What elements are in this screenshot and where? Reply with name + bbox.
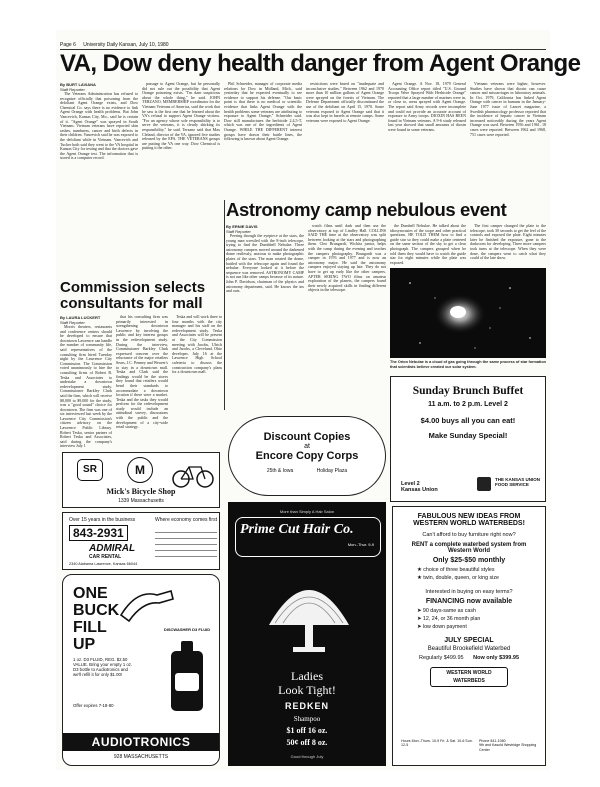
western-world-logo: WESTERN WORLD WATERBEDS	[430, 667, 508, 687]
kansas-union-logo-icon	[477, 477, 491, 491]
bullet-star-icon: ★	[417, 575, 424, 581]
va-column-1	[60, 82, 138, 282]
astronomy-byline: By ERNIE DAVIS	[226, 224, 258, 229]
waterbed-bullet-3: ➤ 90 days-same as cash	[417, 608, 476, 614]
waterbed-phone: Phone 841-1080	[479, 739, 506, 743]
commission-column-3	[172, 315, 222, 445]
admiral-phone: 843-2931	[69, 525, 128, 541]
admiral-tagline-1: Over 15 years in the business	[69, 517, 136, 523]
admiral-car-rental-ad	[62, 512, 220, 570]
up-text: UP	[73, 636, 96, 653]
bicycle-shop-name: Mick's Bicycle Shop	[106, 487, 176, 496]
orion-nebula-photo	[390, 268, 546, 358]
prime-cut-hair-ad	[228, 502, 386, 766]
admiral-tagline-2: Where economy comes first	[155, 517, 217, 523]
union-logo-text-2: FOOD SERVICE	[495, 482, 529, 487]
va-role: Staff Reporter	[60, 87, 85, 92]
commission-role: Staff Reporter	[60, 320, 85, 325]
newspaper-page	[56, 30, 581, 770]
admiral-address: 2340 Alabama Lawrence, Kansas 66044	[69, 562, 138, 566]
m-logo: M	[127, 457, 153, 483]
waterbed-headline-1: FABULOUS NEW IDEAS FROM	[417, 513, 521, 520]
va-text-3: Phil Schneider, manager of corporate media relations for Dow in Midland, Mich., said yesterday that he expected eventually to see evidence to support his defense. "Our basic point is that there is no medical or scientific evidence that links Agent Orange with the health problems some veterans are attributing to exposure to Agent Orange," Schneider said. Dow still manufactures the herbicide 2,4,5-T, which was one of the ingredients of Agent Orange. WHILE THE DIFFERENT interest groups have drawn their battle lines, the following is known about Agent Orange.	[224, 81, 302, 142]
sr-logo: SR	[77, 459, 103, 481]
waterbed-hours: Hours Mon.-Thurs. 10-9 Fri. & Sat. 10-6 Sun. 12-5	[401, 739, 473, 748]
astronomy-column-3	[390, 224, 466, 266]
prime-cut-hours: Mon.-Thur. 9-9	[347, 542, 374, 547]
commission-text-2: that his consulting firm was primarily interested in strengthening downtown Lawrence by involving the public and key interest groups in the redevelopment study. During the interview, Commissioner Barkley Clark expressed concern over the reluctance of the major retailers Sears, J.C. Penney and Weaver's to stay in a downtown mall. Teska and Clark said the findings would be the stores they found that retailers would bend their standards to accommodate a downtown location if there were a market. Teska and the tasks they would perform for the redevelopment study would include an attitudinal survey, discussions with the public and the development of a city-wide retail strategy.	[116, 314, 168, 430]
va-text-1: The Veterans Administration has refused to recognize officially that poisoning from the defoliant Agent Orange exists, and Dow Chemical Co. says there is no evidence to link Agent Orange with health problems. But John Vancevich, Kansas City, Mo., said he is certain of it. "Agent Orange" was sprayed in South Vietnam. Vietnam veterans have reported skin rashes, numbness, cancer and birth defects in their children. Vancevich said he was exposed to the defoliant while in Vietnam. Vancevich and Tucker both said they went to the VA hospital in Kansas City for testing and that the doctors gave the Agent Orange test. The information that is stored is a computer record.	[60, 91, 138, 161]
shampoo-price-2: 50¢ off 8 oz.	[286, 738, 328, 747]
waterbed-bullet-5: ➤ low down payment	[417, 624, 467, 630]
lamp-illustration-icon	[259, 565, 359, 655]
waterbed-bullet-2: ★ twin, double, queen, or king size	[417, 575, 499, 581]
western-world-waterbeds-ad	[392, 506, 546, 766]
astronomy-headline: Astronomy camp nebulous event	[226, 199, 507, 220]
bullet-arrow-icon: ➤	[417, 616, 423, 622]
astronomy-text-1: Peering through the eyepiece at the stars, the young man wrestled with the 8-inch telescope, trying to find the Dumbbell Nebulae. Three astronomy campers moved around the darkened dome restlessly, anxious to make photographic plates of the stars. The man rotated the dome, battled with the telescope again and found the nebulae. Everyone looked at it before the sequence was removed. ASTRONOMY CAMP is not run like other camps because of its nature. John P. Davidson, chairman of the physics and astronomy department, said. He knows the ins and outs.	[226, 233, 304, 294]
va-column-6	[470, 82, 546, 198]
waterbed-bed-name: Beautiful Brookefield Waterbed	[427, 646, 511, 652]
waterbed-address: 9th and Kasold Westridge Shopping Center	[479, 743, 537, 752]
one-text: ONE	[73, 585, 108, 602]
paper-name: University Daily Kansan, July 10, 1980	[83, 42, 169, 48]
va-text-4: restrictions were based on "inadequate and inconclusive studies." Between 1962 and 1970 more than 10 million gallons of Agent Orange were sprayed on the forests of Vietnam. The Defense Department officially discontinued the use of the defoliant on April 15, 1970. Some veterans exposed to Agent Orange said that it was also kept in barrels at remote camps. Some veterans were exposed to Agent Orange.	[306, 81, 384, 123]
union-logo-text: THE KANSAS UNION	[495, 477, 541, 482]
discount-copies-line: Discount Copies	[263, 431, 351, 443]
audiotronics-address: 928 MASSACHUSETTS	[113, 754, 169, 760]
waterbed-monthly-price: Only $25-$50 monthly	[432, 557, 506, 564]
waterbed-question-2: Interested in buying on easy terms?	[425, 589, 513, 595]
va-text-6: Vietnam veterans were higher, however. Studies have shown that dioxin can cause cancer and miscarriages in laboratory animals. In Oct. 1979, California has linked Agent Orange with cancer in humans in the January-June 1977 issue of Lancet magazine, a Swedish pharmacology professor reported that the incidence of hepatic cancer in Vietnam increased noticeably during the years Agent Orange was used. Between 1956 and 1961, 18 cases were reported. Between 1962 and 1968, 751 cases were reported.	[470, 81, 546, 137]
admiral-fine-print	[155, 527, 217, 565]
page-header	[60, 42, 546, 50]
astronomy-text-2: watch films until dark and then use the observatory at top of Lindley Hall. COLLINS SAID THE time at the observatory was split between looking at the stars and photographing them. Cleo Brungardt, Wichita junior, helps with the camp during the evening and teaches the campers photography. Brungardt was a camper in 1976 and 1977 and is now an astronomy major. He said the astronomy campers enjoyed staying up late. They do not have to get up early like the other campers. APTER SEEING TWO films on amateur exploration of the planets, the campers found their newly acquired skills in finding different objects in the telescope.	[308, 223, 386, 293]
micks-bicycle-ad	[62, 452, 220, 508]
waterbed-july-special: JULY SPECIAL	[444, 637, 494, 644]
page-number: Page 6	[60, 42, 76, 48]
redken-logo: REDKEN	[284, 701, 329, 711]
brunch-tagline: Make Sunday Special!	[428, 431, 508, 440]
discount-at: at	[304, 443, 310, 450]
va-column-5	[388, 82, 466, 198]
waterbed-sale-price: Now only $399.95	[473, 655, 520, 661]
brunch-title: Sunday Brunch Buffet	[412, 385, 524, 397]
astronomy-column-4	[470, 224, 546, 266]
prime-cut-name: Prime Cut Hair Co.	[240, 522, 354, 537]
commission-text-3: Teska and will work three to four months with the city manager and his staff on the redevelopment study. Teska and Associates will be present at the City Commission meeting with Jacobs, Ulrich and Jacobs, a Cleveland, Ohio developer, July 16 at the Lawrence High School cafeteria to discuss the construction company's plans for a downtown mall.	[172, 314, 222, 375]
brunch-price: $4.00 buys all you can eat!	[420, 416, 516, 425]
astronomy-role: Staff Reporter	[226, 229, 251, 234]
va-headline: VA, Dow deny health danger from Agent Orange	[60, 50, 581, 77]
waterbed-contact	[479, 739, 543, 752]
look-tight-text: Look Tight!	[278, 683, 336, 697]
encore-copy-corps: Encore Copy Corps	[255, 450, 359, 462]
va-column-3	[224, 82, 302, 198]
prime-cut-banner	[235, 517, 381, 557]
va-column-4	[306, 82, 384, 198]
astronomy-text-4: The first camper changed the plate to the telescope, took 30 seconds to get the feel of the controls and exposed the plate. Eight minutes later he finished the exposure, gone to the darkroom for developing. Three more campers took turns at the telescope. When they were done, the campers went to catch what they could of the late show.	[470, 223, 546, 261]
nebula-core	[450, 306, 466, 318]
va-text-2: passage to Agent Orange, but he personally did not rule out the possibility that Agent Orange poisoning exists. "I'm darn suspicious about the whole thing," he said. JOHN TERZANO, MEMBERSHIP coordinator for the Vietnam Veterans of America, said the work that he saw is the first one that he learned about the VA's refusal to support Agent Orange victims. "For an agency whose sole responsibility is to serve the veterans, it is clearly shirking its responsibility," he said. Terzano said that Max Cleland, director of the VA, ignored five studies released by the EPA. THE VETERANS groups are putting the VA one way. Dow Chemical is putting it the other.	[142, 81, 220, 151]
astronomy-text-3: the Dumbell Nebulae. He talked about the idiosyncrasies of the scope and other practical questions. HE TOLD THEM how to find a guide star so they could make a plate centered on the same section of the sky to get a clear photograph. The campers grouped when he told them they would have to watch the guide star for eight minutes while the plate was exposed.	[390, 223, 466, 265]
commission-headline: Commission selects consultants for mall	[60, 279, 206, 312]
ladies-text: Ladies	[291, 669, 323, 683]
va-text-5: Agent Orange. A Nov. 18, 1979 General Accounting Office report titled "U.S. Ground Troops Were Sprayed With Herbicide Orange" reported that a large number of marines were in, or close to, areas sprayed with Agent Orange. The report said Army records were incomplete and could not provide an accurate account of exposure to Army troops. DIOXIN HAS BEEN found in Vietnam veterans. A 9-6 study released last year showed that small amounts of dioxin were found in some veterans.	[388, 81, 466, 132]
bicycle-icon	[171, 463, 215, 489]
audiotronics-brand: AUDIOTRONICS	[63, 733, 219, 751]
audiotronics-ad	[62, 574, 220, 766]
waterbed-financing: FINANCING now available	[425, 598, 513, 605]
waterbed-bullet-1: ★ choice of three beautiful styles	[417, 567, 495, 573]
commission-column-2	[116, 315, 168, 445]
encore-address: 25th & Iowa	[266, 468, 294, 474]
column-rule	[224, 200, 225, 410]
encore-plaza: Holiday Plaza	[316, 468, 348, 474]
shampoo-text: Shampoo	[293, 715, 321, 723]
one-buck-headline	[73, 585, 119, 653]
va-column-2	[142, 82, 220, 198]
waterbed-rent: RENT a complete waterbed system from Western World	[411, 542, 527, 554]
commission-column-1	[60, 315, 112, 449]
d3-bottle-label: DISCWASHER D3 FLUID	[163, 627, 211, 632]
shampoo-price-1: $1 off 16 oz.	[286, 726, 328, 735]
commission-text-1: Morris theaters, restaurants and conference centers should be developed to ensure that downtown Lawrence can handle the number of community life, said representatives of the consulting firm hired Tuesday night by the Lawrence City Commission. The Commission voted unanimously to hire the consulting firms of Robert B. Teska and Associates to undertake a downtown redevelopment study. Commissioner Barkley Clark said the firm, which will receive $8,000 to $9,000 for the study, was a "good sound" choice for downtown. The firm was one of six interviewed last week by the Lawrence City Commission's citizen advisory on the Lawrence Public Library. Robert Teska, senior partner of Robert Teska and Associates, said during the company's interview July 1	[60, 324, 112, 449]
astronomy-column-1	[226, 224, 304, 414]
d3-offer-text: 1 oz. D3 FLUID, REG. $2.50 VALUE. Bring your empty 1 oz. D3 bottle to Audiotronics and we'll refill it for only $1.00!	[73, 657, 133, 677]
fill-text: FILL	[73, 619, 107, 636]
brunch-level: Level 2	[401, 481, 420, 487]
waterbed-headline-2: WESTERN WORLD WATERBEDS!	[413, 520, 525, 527]
prime-cut-expiry: Good through July	[290, 754, 324, 759]
buck-text: BUCK	[73, 602, 120, 619]
waterbed-bullet-4: ➤ 12, 24, or 36 month plan	[417, 616, 481, 622]
va-byline: By BURT LAVIANA	[60, 82, 96, 87]
astronomy-column-2	[308, 224, 386, 414]
brunch-time: 11 a.m. to 2 p.m. Level 2	[428, 401, 508, 408]
bullet-arrow-icon: ➤	[417, 608, 423, 614]
encore-copy-ad	[228, 416, 386, 496]
bicycle-shop-address: 1339 Massachusetts	[118, 498, 164, 504]
admiral-subtitle: CAR RENTAL	[89, 554, 122, 560]
commission-byline: By LAURA LUCKERT	[60, 315, 101, 320]
gas-pump-nozzle-icon	[117, 585, 177, 625]
d3-bottle-icon	[171, 651, 203, 711]
waterbed-question-1: Can't afford to buy furniture right now?	[422, 532, 516, 538]
d3-offer-expiry: Offer expires 7-18-80	[73, 703, 114, 708]
waterbed-regular-price: Regularly $499.95	[418, 655, 464, 661]
sunday-brunch-ad	[390, 376, 546, 502]
admiral-name: ADMIRAL	[89, 543, 136, 554]
bullet-star-icon: ★	[417, 567, 424, 573]
bullet-arrow-icon: ➤	[417, 624, 423, 630]
nebula-image	[390, 268, 546, 358]
nebula-caption: The Orion Nebulae is a cloud of gas going through the same process of star formation that scientists believe created our solar system.	[390, 360, 546, 369]
prime-cut-top-line: More than Simply A Hair Salon	[279, 509, 335, 514]
brunch-union: Kansas Union	[401, 487, 438, 493]
